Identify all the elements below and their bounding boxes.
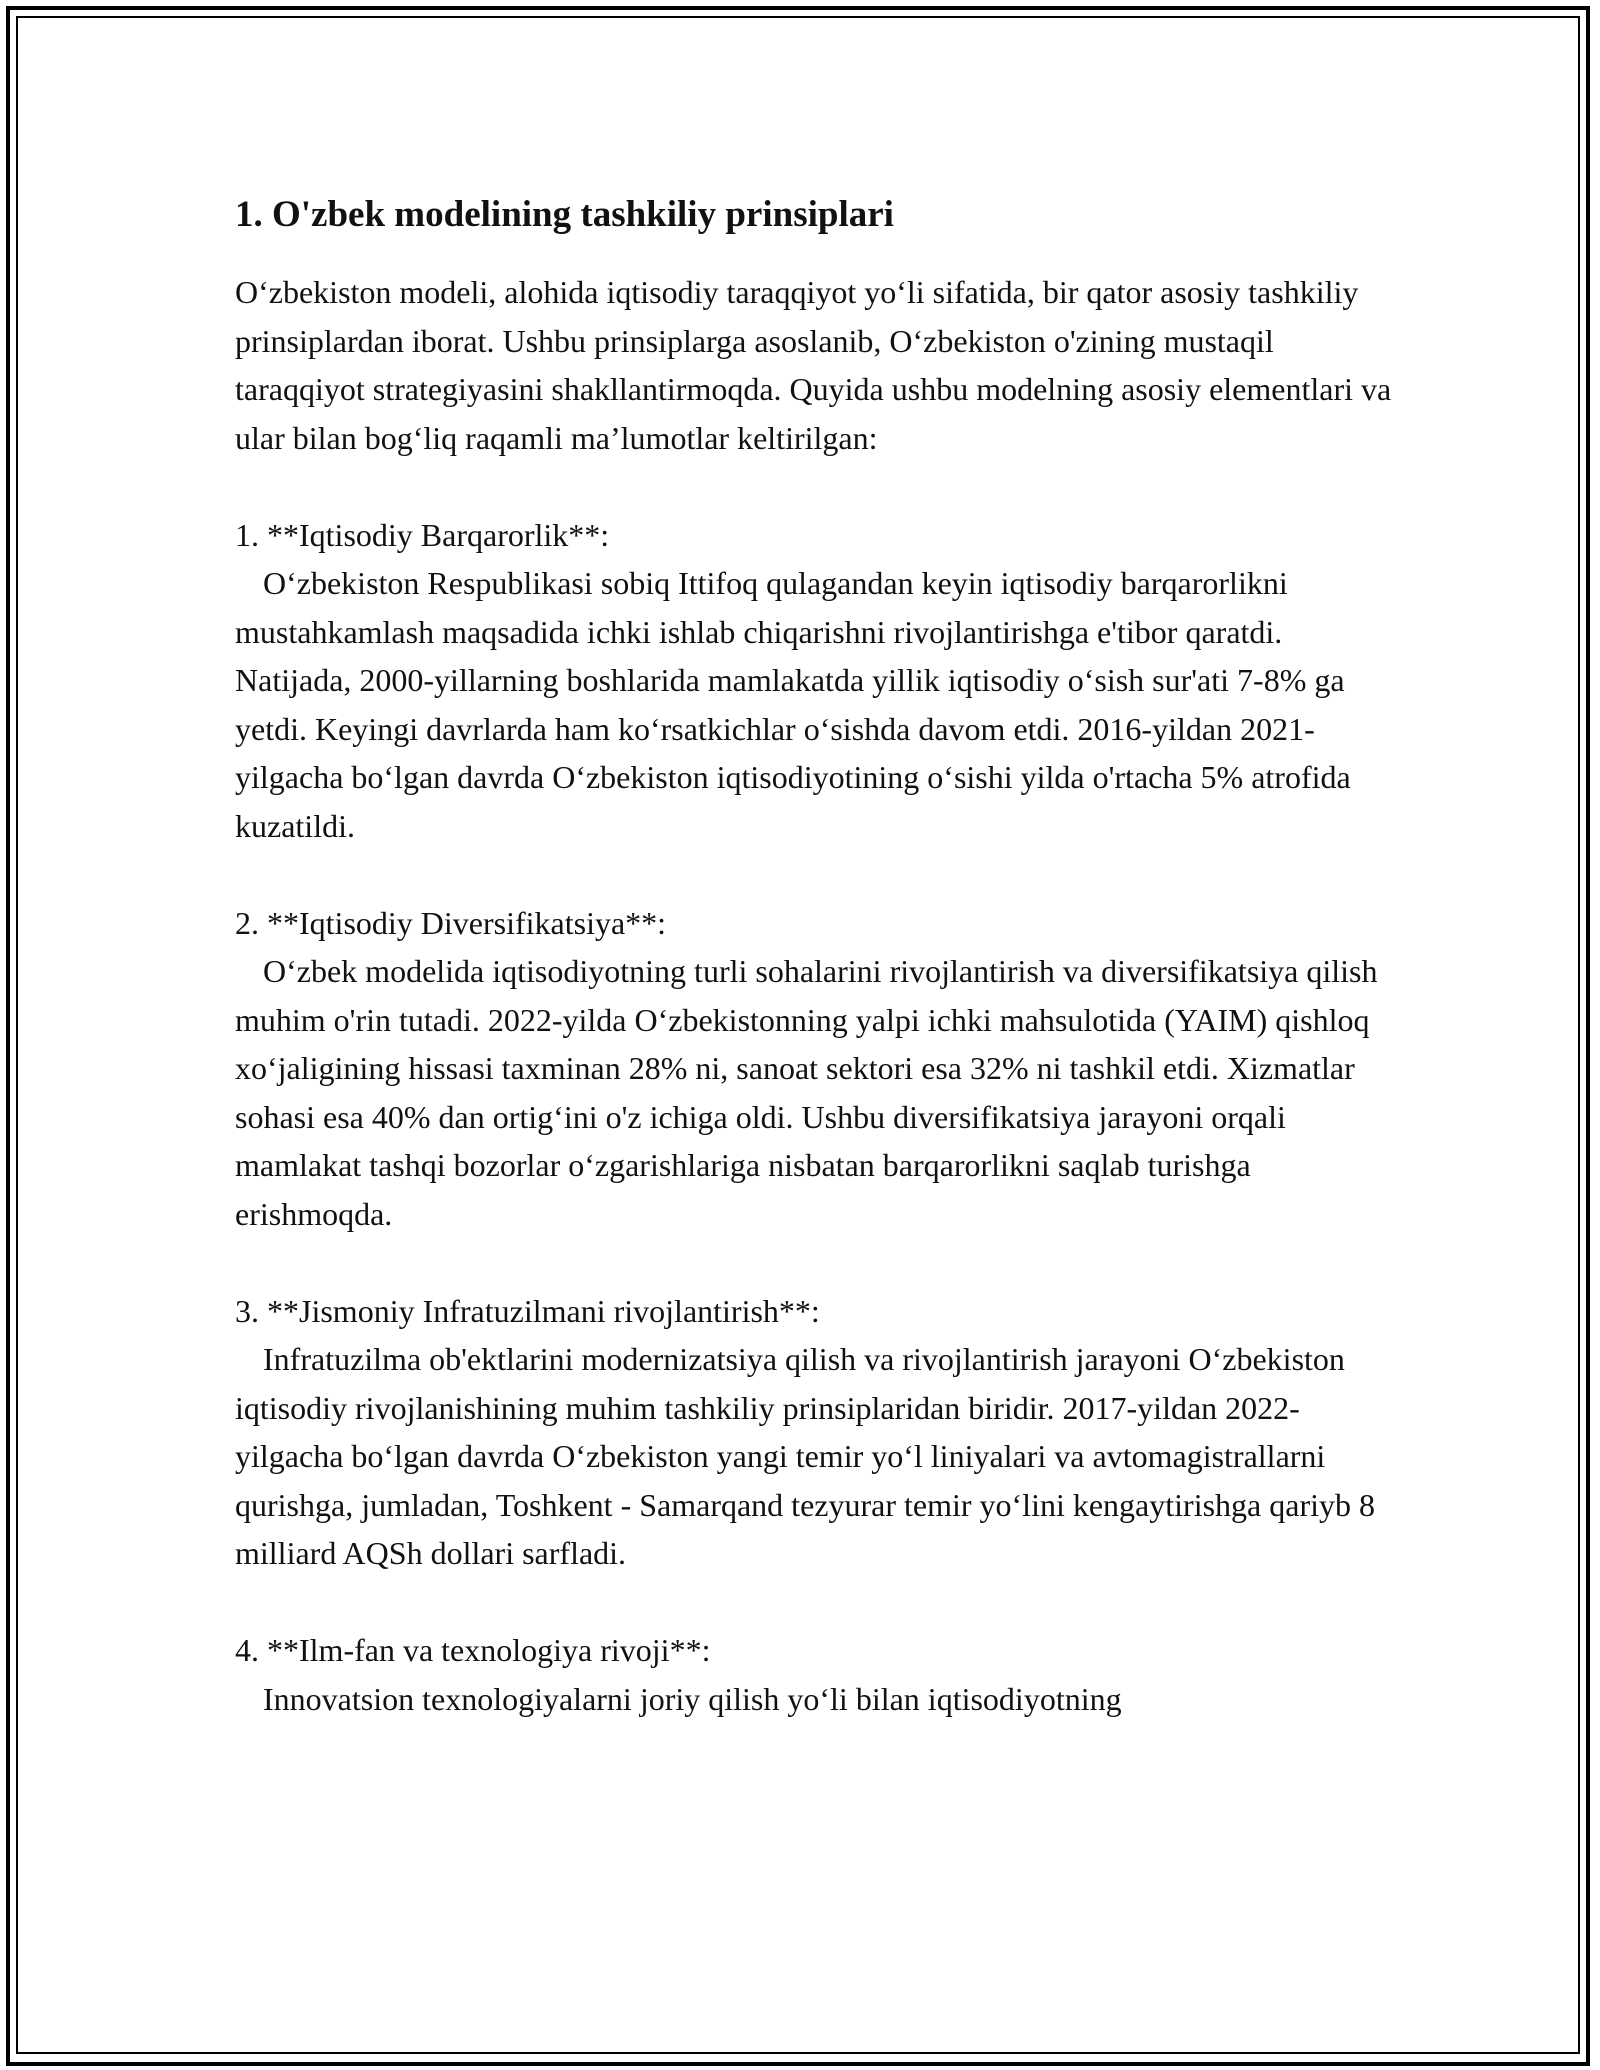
intro-paragraph: O‘zbekiston modeli, alohida iqtisodiy taraqqiyot yo‘li sifatida, bir qator asosiy tashkiliy prinsiplardan iborat. Ushbu prinsiplarga asoslanib, O‘zbekiston o'zining mustaqil taraqqiyot strategiyasini shakllantirmoqda. Quyida ushbu modelning asosiy elementlari va ular bilan bog‘liq raqamli ma’lumotlar keltirilgan: [235,274,1392,456]
section-heading: 4. **Ilm-fan va texnologiya rivoji**: [235,1632,711,1668]
document-title: 1. O'zbek modelining tashkiliy prinsiplari [235,194,894,235]
section-body [235,1675,1395,1724]
section-heading: 1. **Iqtisodiy Barqarorlik**: [235,516,610,553]
section-body-text: O‘zbek modelida iqtisodiyotning turli sohalarini rivojlantirish va diversifikatsiya qilish muhim o'rin tutadi. 2022-yilda O‘zbekistonning yalpi ichki mahsulotida (YAIM) qishloq xo‘jaligining hissasi taxminan 28% ni, sanoat sektori esa 32% ni tashkil etdi. Xizmatlar sohasi esa 40% dan ortig‘ini o'z ichiga oldi. Ushbu diversifikatsiya jarayoni orqali mamlakat tashqi bozorlar o‘zgarishlariga nisbatan barqarorlikni saqlab turishga erishmoqda. [235,953,1378,1232]
section-science-technology [235,1626,1395,1723]
section-body-text: Innovatsion texnologiyalarni joriy qilish yo‘li bilan iqtisodiyotning [263,1680,1122,1717]
section-body-text: O‘zbekiston Respublikasi sobiq Ittifoq qulagandan keyin iqtisodiy barqarorlikni mustahkamlash maqsadida ichki ishlab chiqarishni rivojlantirishga e'tibor qaratdi. Natijada, 2000-yillarning boshlarida mamlakatda yillik iqtisodiy o‘sish sur'ati 7-8% ga yetdi. Keyingi davrlarda ham ko‘rsatkichlar o‘sishda davom etdi. 2016-yildan 2021-yilgacha bo‘lgan davrda O‘zbekiston iqtisodiyotining o‘sishi yilda o'rtacha 5% atrofida kuzatildi. [235,565,1351,844]
section-body [235,559,1395,850]
section-heading: 2. **Iqtisodiy Diversifikatsiya**: [235,904,667,941]
section-economic-diversification [235,899,1395,1239]
section-body [235,947,1395,1238]
section-body [235,1335,1395,1578]
section-infrastructure [235,1287,1395,1578]
section-heading: 3. **Jismoniy Infratuzilmani rivojlantirish**: [235,1292,820,1329]
document-body [235,180,1395,1723]
section-economic-stability [235,511,1395,851]
section-body-text: Infratuzilma ob'ektlarini modernizatsiya qilish va rivojlantirish jarayoni O‘zbekiston iqtisodiy rivojlanishining muhim tashkiliy prinsiplaridan biridir. 2017-yildan 2022-yilgacha bo‘lgan davrda O‘zbekiston yangi temir yo‘l liniyalari va avtomagistrallarni qurishga, jumladan, Toshkent - Samarqand tezyurar temir yo‘lini kengaytirishga qariyb 8 milliard AQSh dollari sarfladi. [235,1341,1375,1571]
